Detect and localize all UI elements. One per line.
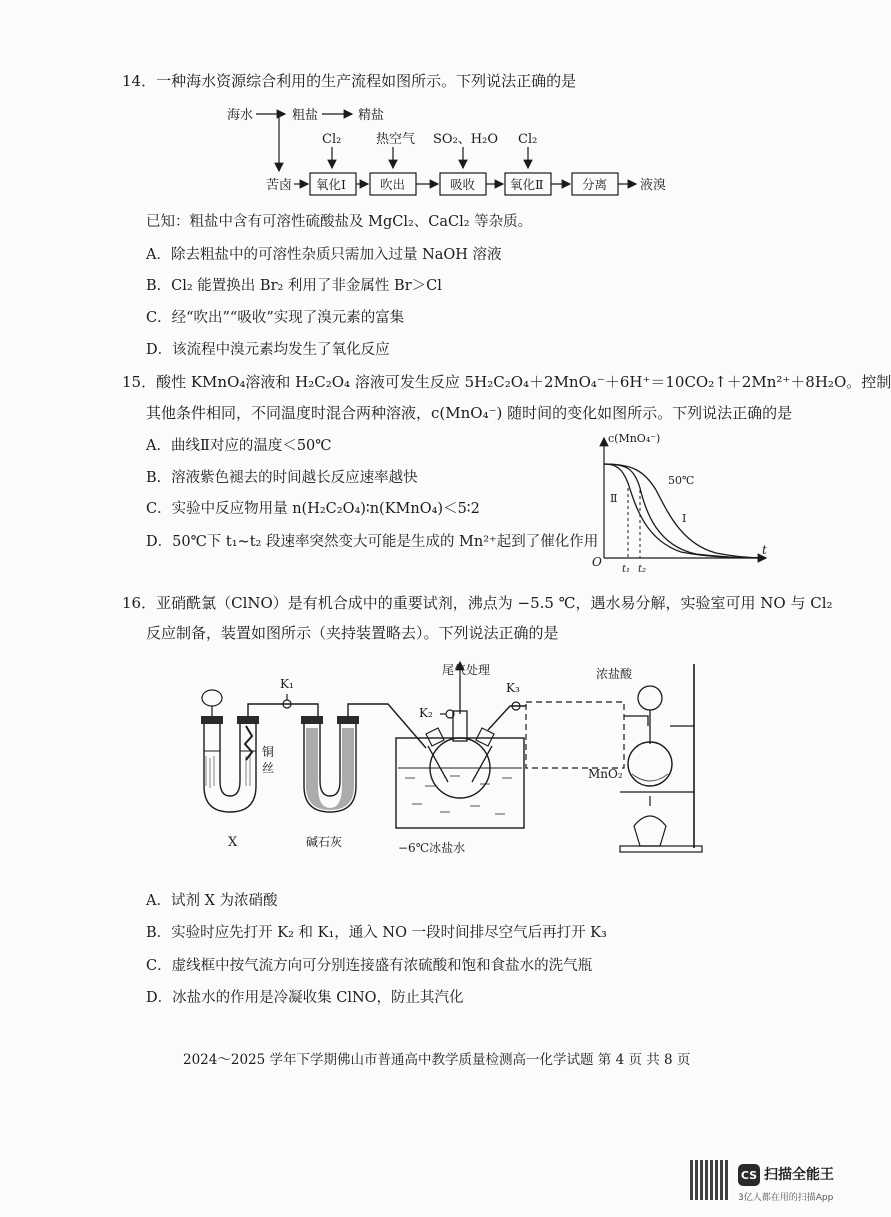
ice-brine-label: −6℃冰盐水 [398,841,466,855]
q16-option-d[interactable]: D．冰盐水的作用是冷凝收集 ClNO，防止其汽化 [146,990,464,1006]
q15-stem-line1: 15．酸性 KMnO₄溶液和 H₂C₂O₄ 溶液可发生反应 5H₂C₂O₄＋2MnO₄⁻＋6H⁺＝10CO₂↑＋2Mn²⁺＋8H₂O。控制 [122,373,891,391]
q14-known: 已知：粗盐中含有可溶性硫酸盐及 MgCl₂、CaCl₂ 等杂质。 [146,214,533,230]
reagent-x-label: X [228,835,238,850]
flow-bittern: 苦卤 [266,178,293,193]
flow-crude-salt: 粗盐 [292,108,319,123]
q14-option-c[interactable]: C．经“吹出”“吸收”实现了溴元素的富集 [146,310,405,326]
graph-ylabel: c(MnO₄⁻) [608,432,661,445]
cu-wire-label-2: 丝 [262,761,275,775]
q16-option-b[interactable]: B．实验时应先打开 K₂ 和 K₁，通入 NO 一段时间排尽空气后再打开 K₃ [146,925,607,941]
q15-option-a[interactable]: A．曲线Ⅱ对应的温度＜50℃ [146,438,332,454]
cs-logo-icon: CS [738,1164,760,1186]
graph-label-ii: Ⅱ [610,492,618,505]
flow-so2-h2o: SO₂、H₂O [433,132,498,147]
graph-label-i: Ⅰ [682,512,687,525]
q16-stem-line1: 16．亚硝酰氯（ClNO）是有机合成中的重要试剂，沸点为 −5.5 ℃，遇水易分解，实验室可用 NO 与 Cl₂ [122,594,833,612]
soda-lime-label: 碱石灰 [306,835,343,849]
flow-cl2-a: Cl₂ [322,132,342,147]
q15-option-d[interactable]: D．50℃下 t₁~t₂ 段速率突然变大可能是生成的 Mn²⁺起到了催化作用 [146,534,599,550]
q16-apparatus-diagram [190,656,720,871]
q16-stem-line2: 反应制备，装置如图所示（夹持装置略去）。下列说法正确的是 [146,624,559,642]
flow-seawater: 海水 [227,108,254,123]
q15-option-c[interactable]: C．实验中反应物用量 n(H₂C₂O₄)∶n(KMnO₄)＜5∶2 [146,501,480,517]
q14-option-d[interactable]: D．该流程中溴元素均发生了氧化反应 [146,342,390,358]
k1-label: K₁ [280,677,294,691]
flow-ox1: 氧化Ⅰ [316,177,346,192]
tail-gas-label: 尾气处理 [442,663,491,677]
watermark-subtitle: 3亿人都在用的扫描App [738,1193,834,1203]
graph-t1: t₁ [622,564,631,575]
flow-hot-air: 热空气 [376,132,416,147]
q15-option-b[interactable]: B．溶液紫色褪去的时间越长反应速率越快 [146,470,418,486]
page-footer: 2024～2025 学年下学期佛山市普通高中教学质量检测高一化学试题 第 4 页 共 8 页 [183,1052,691,1068]
graph-label-50c: 50℃ [668,474,695,487]
q14-flow-diagram [200,95,680,205]
k3-label: K₃ [506,681,520,695]
mno2-label: MnO₂ [588,767,623,781]
flow-absorb: 吸收 [450,177,476,192]
flow-separate: 分离 [582,177,608,192]
q16-option-c[interactable]: C．虚线框中按气流方向可分别连接盛有浓硫酸和饱和食盐水的洗气瓶 [146,958,593,974]
graph-xlabel: t [762,543,767,557]
q14-option-a[interactable]: A．除去粗盐中的可溶性杂质只需加入过量 NaOH 溶液 [146,247,502,263]
flow-cl2-b: Cl₂ [518,132,538,147]
flow-liquid-br: 液溴 [640,178,667,193]
watermark-title: 扫描全能王 [764,1167,834,1183]
q15-concentration-graph [586,428,776,575]
q14-stem: 14．一种海水资源综合利用的生产流程如图所示。下列说法正确的是 [122,72,577,90]
conc-hcl-label: 浓盐酸 [596,667,633,681]
graph-t2: t₂ [638,564,647,575]
graph-origin: O [592,555,602,569]
flow-ox2: 氧化Ⅱ [510,177,544,192]
q16-option-a[interactable]: A．试剂 X 为浓硝酸 [146,893,278,909]
flow-refined-salt: 精盐 [358,108,385,123]
qr-code-icon [690,1160,730,1200]
q14-option-b[interactable]: B．Cl₂ 能置换出 Br₂ 利用了非金属性 Br＞Cl [146,278,442,294]
q15-stem-line2: 其他条件相同，不同温度时混合两种溶液，c(MnO₄⁻) 随时间的变化如图所示。下列说法正确的是 [146,404,793,422]
flow-blow: 吹出 [380,177,406,192]
k2-label: K₂ [419,706,433,720]
cu-wire-label-1: 铜 [262,745,275,759]
